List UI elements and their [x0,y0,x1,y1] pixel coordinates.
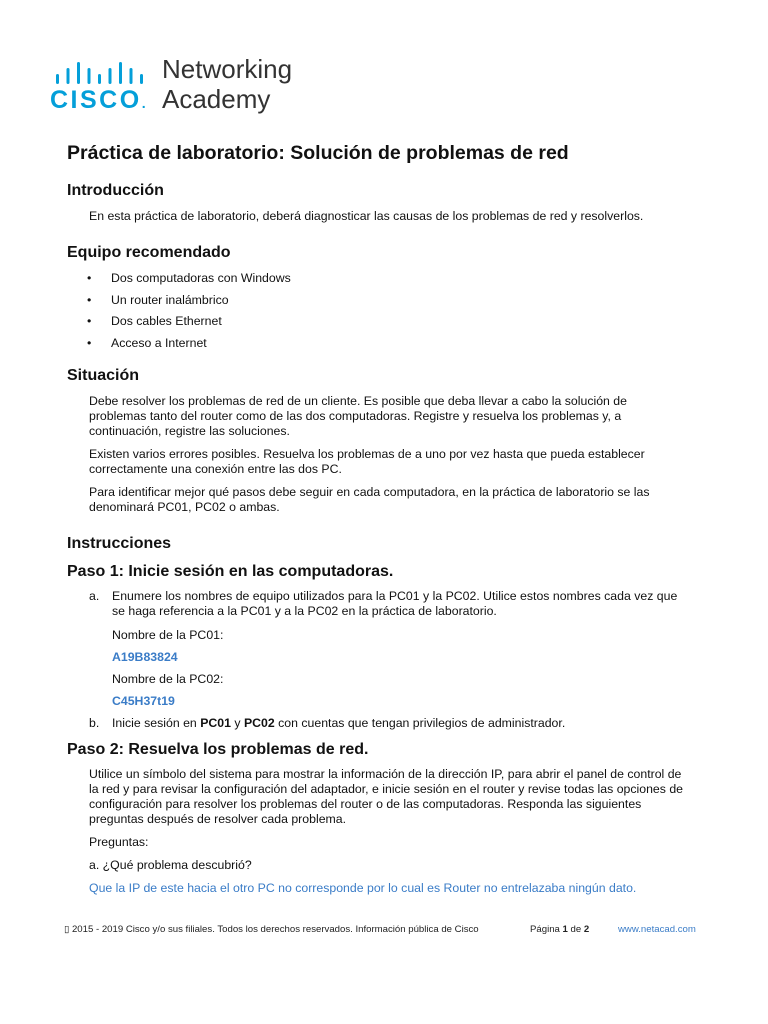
instructions-heading: Instrucciones [67,534,172,552]
cisco-wordmark: CISCO. [50,86,149,114]
situation-paragraph-2: Existen varios errores posibles. Resuelva los problemas de a uno por vez hasta que pueda establecer correctamente una conexión entre las dos PC. [89,446,645,476]
equipment-heading: Equipo recomendado [67,244,231,261]
pc02-label: Nombre de la PC02: [112,671,224,686]
logo-networking-text: Networking [162,54,293,84]
logo-bar [109,68,112,84]
list-item: • Dos cables Ethernet [87,314,707,329]
situation-heading: Situación [67,366,140,384]
step2-text [89,767,707,873]
situation-paragraph-3: Para identificar mejor qué pasos debe seguir en cada computadora, en la práctica de laboratorio se las denominará PC01, PC02 o ambas. [89,484,650,514]
document-title: Práctica de laboratorio: Solución de problemas de red [67,142,569,164]
netacad-link[interactable]: www.netacad.com [618,924,696,935]
list-item: • Dos computadoras con Windows [87,271,707,286]
logo-bar [130,68,133,84]
logo-bar [98,74,101,84]
cisco-bars-icon [54,60,150,84]
page-number: Página 1 de 2 [530,924,590,935]
logo-bar [88,68,91,84]
question-a: a. ¿Qué problema descubrió? [89,857,252,872]
step2-heading: Paso 2: Resuelva los problemas de red. [67,740,369,758]
situation-paragraph-1: Debe resolver los problemas de red de un cliente. Es posible que deba llevar a cabo la solución de problemas tanto del router como de las dos computadoras. Registre y resuelva los problemas y, a continuación, registre las soluciones. [89,393,627,438]
step1-item-a: a. Enumere los nombres de equipo utilizados para la PC01 y la PC02. Utilice estos nombres cada vez que se haga referencia a la PC01 y a la PC02 en la práctica de laboratorio. [89,588,678,618]
logo-bar [77,62,80,84]
pc01-value: A19B83824 [112,649,178,664]
step1-heading: Paso 1: Inicie sesión en las computadoras. [67,562,394,580]
pc01-label: Nombre de la PC01: [112,627,224,642]
list-item: • Acceso a Internet [87,336,707,351]
logo-bar [140,74,143,84]
intro-heading: Introducción [67,182,164,199]
logo-bar [119,62,122,84]
situation-text [89,394,707,515]
questions-label: Preguntas: [89,834,149,849]
answer-a: Que la IP de este hacia el otro PC no corresponde por lo cual es Router no entrelazaba ningún dato. [89,880,637,895]
document-body [67,142,707,896]
step1-item-b: b. Inicie sesión en PC01 y PC02 con cuentas que tengan privilegios de administrador. [89,715,566,730]
pc02-value: C45H37t19 [112,693,175,708]
step2-paragraph: Utilice un símbolo del sistema para mostrar la información de la dirección IP, para abrir el panel de control de la red y para revisar la configuración del adaptador, e inicie sesión en el router y revise todas las opciones de configuración para resolver los problemas del router o de las computadoras. Responda las siguientes preguntas después de resolver cada problema. [89,766,684,826]
logo-bar [56,74,59,84]
equipment-list [87,271,707,351]
intro-text: En esta práctica de laboratorio, deberá diagnosticar las causas de los problemas de red y resolverlos. [89,209,644,223]
logo-academy-text: Academy [162,84,271,114]
cisco-networking-academy-logo [50,56,310,120]
copyright-text: ▯ 2015 - 2019 Cisco y/o sus filiales. Todos los derechos reservados. Información pública de Cisco [64,924,479,935]
logo-bar [67,68,70,84]
list-item: • Un router inalámbrico [87,293,707,308]
